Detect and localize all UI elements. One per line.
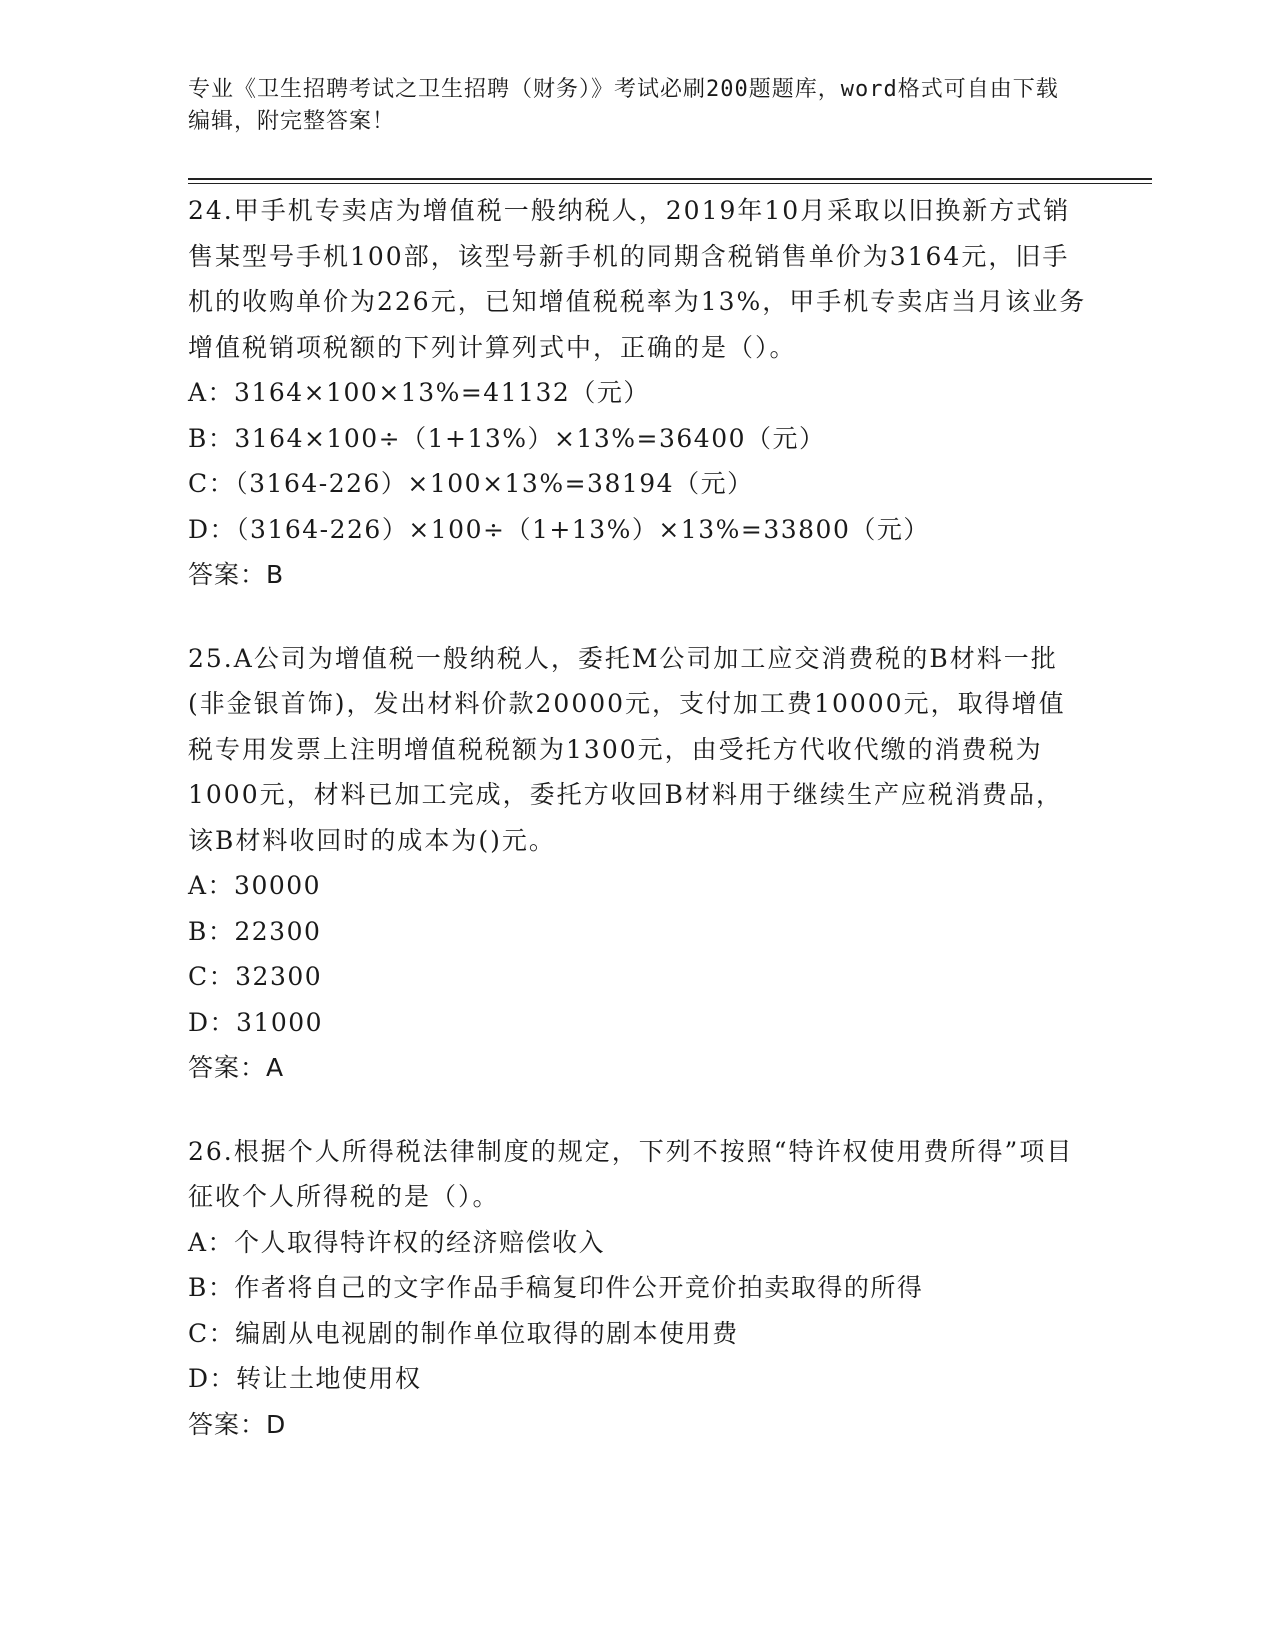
header-rule: [188, 178, 1152, 180]
option-c: C：32300: [188, 962, 323, 991]
answer: 答案：B: [188, 560, 285, 589]
option-c: C：编剧从电视剧的制作单位取得的剧本使用费: [188, 1318, 739, 1348]
question-24: [188, 188, 1088, 598]
answer: 答案：A: [188, 1053, 285, 1082]
document-header: 专业《卫生招聘考试之卫生招聘（财务）》考试必刷200题题库，word格式可自由下载编辑，附完整答案！: [188, 77, 1059, 134]
option-b: B：作者将自己的文字作品手稿复印件公开竞价拍卖取得的所得: [188, 1273, 924, 1302]
header-rule-thin: [188, 183, 1152, 184]
question-25: [188, 636, 1088, 1091]
option-b: B：3164×100÷（1+13%）×13%=36400（元）: [188, 423, 826, 453]
option-c: C：（3164-226）×100×13%=38194（元）: [188, 469, 754, 498]
option-b: B：22300: [188, 916, 322, 946]
question-stem: 25.A公司为增值税一般纳税人，委托M公司加工应交消费税的B材料一批(非金银首饰)，发出材料价款20000元，支付加工费10000元，取得增值税专用发票上注明增值税税额为1300元，由受托方代收代缴的消费税为1000元，材料已加工完成，委托方收回B材料用于继续生产应税消费品，该B材料收回时的成本为()元。: [188, 643, 1066, 855]
option-a: A：个人取得特许权的经济赔偿收入: [188, 1227, 606, 1257]
question-stem: 24.甲手机专卖店为增值税一般纳税人，2019年10月采取以旧换新方式销售某型号手机100部，该型号新手机的同期含税销售单价为3164元，旧手机的收购单价为226元，已知增值税税率为13%，甲手机专卖店当月该业务增值税销项税额的下列计算列式中，正确的是（）。: [188, 196, 1087, 362]
option-d: D：转让土地使用权: [188, 1364, 422, 1393]
option-a: A：30000: [188, 871, 322, 900]
answer: 答案：D: [188, 1409, 287, 1439]
option-d: D：31000: [188, 1007, 324, 1037]
question-list: [188, 188, 1088, 1485]
question-stem: 26.根据个人所得税法律制度的规定，下列不按照“特许权使用费所得”项目征收个人所得税的是（）。: [188, 1136, 1074, 1211]
option-a: A：3164×100×13%=41132（元）: [188, 378, 650, 407]
option-d: D：（3164-226）×100÷（1+13%）×13%=33800（元）: [188, 514, 930, 544]
question-26: [188, 1129, 1088, 1448]
